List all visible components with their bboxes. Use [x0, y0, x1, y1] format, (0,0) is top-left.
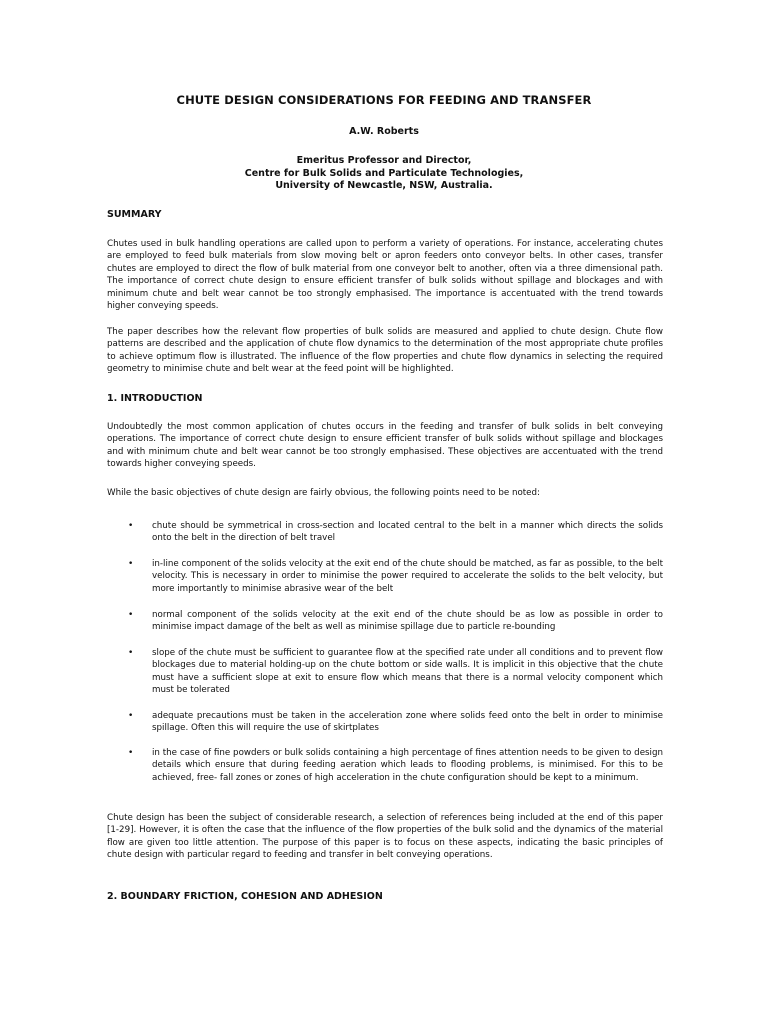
summary-heading: SUMMARY [107, 209, 162, 220]
affiliation-line: Emeritus Professor and Director, [296, 155, 472, 166]
intro-paragraph: Chute design has been the subject of considerable research, a selection of references being included at the end of this paper [1-29]. However, it is often the case that the influence of the flow properties of the bulk solid and the dynamics of the material flow are given too little attention. The purpose of this paper is to focus on these aspects, indicating the basic principles of chute design with particular regard to feeding and transfer in belt conveying operations. [107, 813, 663, 861]
section-heading-introduction: 1. INTRODUCTION [107, 393, 203, 404]
author-name: A.W. Roberts [349, 126, 419, 137]
bullet-icon: • [128, 711, 134, 721]
list-item-text: in the case of fine powders or bulk solids containing a high percentage of fines attention needs to be given to design details which ensure that during feeding aeration which leads to flooding problems, is minimised. For this to be achieved, free- fall zones or zones of high acceleration in the chute configuration should be kept to a minimum. [152, 748, 663, 783]
section-heading-boundary-friction: 2. BOUNDARY FRICTION, COHESION AND ADHESION [107, 891, 383, 902]
summary-paragraph: The paper describes how the relevant flow properties of bulk solids are measured and applied to chute design. Chute flow patterns are described and the application of chute flow dynamics to the determination of the most appropriate chute profiles to achieve optimum flow is illustrated. The influence of the flow properties and chute flow dynamics in selecting the required geometry to minimise chute and belt wear at the feed point will be highlighted. [107, 327, 663, 375]
bullet-icon: • [128, 559, 134, 569]
bullet-icon: • [128, 748, 134, 758]
author-affiliation [0, 155, 768, 193]
intro-paragraph: Undoubtedly the most common application of chutes occurs in the feeding and transfer of bulk solids in belt conveying operations. The importance of correct chute design to ensure efficient transfer of bulk solids without spillage and blockages and with minimum chute and belt wear cannot be too strongly emphasised. These objectives are accentuated with the trend towards higher conveying speeds. [107, 422, 663, 470]
affiliation-line: University of Newcastle, NSW, Australia. [275, 180, 493, 191]
bullet-icon: • [128, 648, 134, 658]
list-item-text: adequate precautions must be taken in the acceleration zone where solids feed onto the belt in order to minimise spillage. Often this will require the use of skirtplates [152, 711, 663, 734]
bullet-icon: • [128, 610, 134, 620]
summary-paragraph: Chutes used in bulk handling operations are called upon to perform a variety of operations. For instance, accelerating chutes are employed to feed bulk materials from slow moving belt or apron feeders onto conveyor belts. In other cases, transfer chutes are employed to direct the flow of bulk material from one conveyor belt to another, often via a three dimensional path. The importance of correct chute design to ensure efficient transfer of bulk solids without spillage and blockages and with minimum chute and belt wear cannot be too strongly emphasised. The importance is accentuated with the trend towards higher conveying speeds. [107, 239, 663, 312]
paper-title: CHUTE DESIGN CONSIDERATIONS FOR FEEDING AND TRANSFER [176, 93, 592, 107]
list-item-text: chute should be symmetrical in cross-section and located central to the belt in a manner which directs the solids onto the belt in the direction of belt travel [152, 521, 663, 544]
list-item-text: slope of the chute must be sufficient to guarantee flow at the specified rate under all conditions and to prevent flow blockages due to material holding-up on the chute bottom or side walls. It is implicit in this objective that the chute must have a sufficient slope at exit to ensure flow which means that there is a normal velocity component which must be tolerated [152, 648, 663, 696]
list-item-text: in-line component of the solids velocity at the exit end of the chute should be matched, as far as possible, to the belt velocity. This is necessary in order to minimise the power required to accelerate the solids to the belt velocity, but more importantly to minimise abrasive wear of the belt [152, 559, 663, 594]
affiliation-line: Centre for Bulk Solids and Particulate Technologies, [244, 167, 524, 179]
list-item-text: normal component of the solids velocity at the exit end of the chute should be as low as possible in order to minimise impact damage of the belt as well as minimise spillage due to particle re-bounding [152, 610, 663, 633]
intro-paragraph: While the basic objectives of chute design are fairly obvious, the following points need to be noted: [107, 488, 540, 498]
bullet-icon: • [128, 521, 134, 531]
